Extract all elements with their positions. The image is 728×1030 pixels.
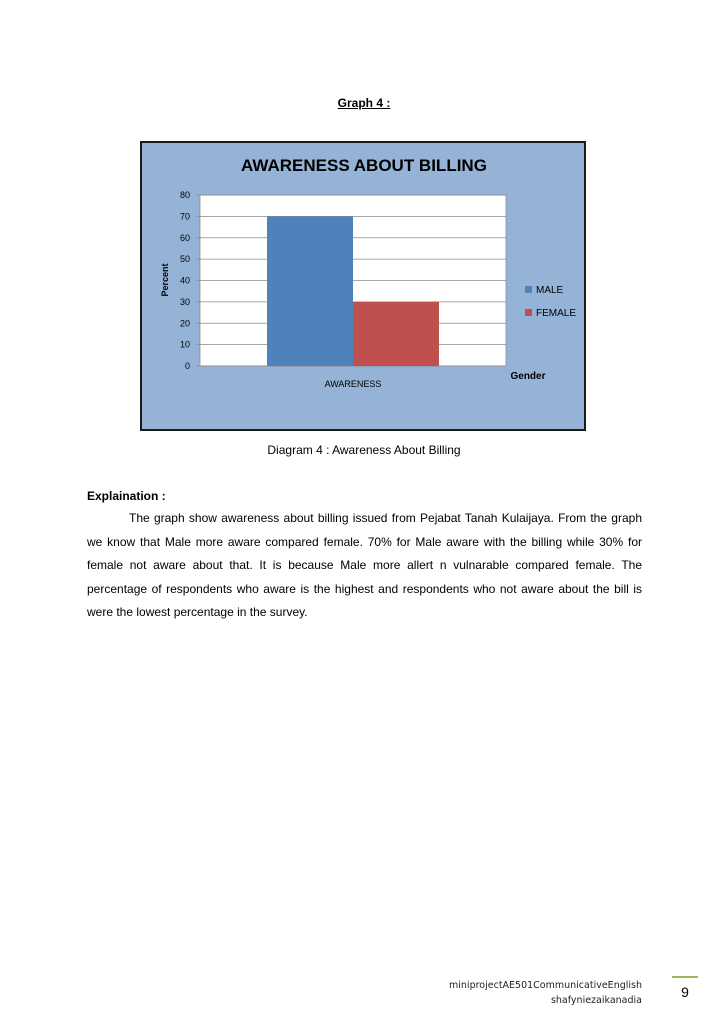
x-category-label: AWARENESS [324,379,382,389]
page-number: 9 [672,976,698,1000]
chart-svg [142,143,584,429]
y-axis-label: Percent [160,263,170,297]
bar-female [353,302,439,366]
y-tick-label: 40 [179,275,190,286]
explanation-paragraph: The graph show awareness about billing issued from Pejabat Tanah Kulaijaya. From the graph we know that Male more aware compared female. 70% for Male aware with the billing while 30% for female not aware about that. It is because Male more allert n vulnarable compared female. The percentage of respondents who aware is the highest and respondents who not aware about the bill is were the lowest percentage in the survey. [87,511,642,619]
footer-line-1: miniprojectAE501CommunicativeEnglish [449,980,642,991]
explanation-title: Explaination : [87,489,166,503]
y-tick-label: 30 [179,296,190,307]
y-tick-label: 50 [179,254,190,265]
legend-swatch-male [525,286,532,293]
y-tick-label: 70 [179,211,190,222]
graph-heading: Graph 4 : [337,96,391,110]
footer [449,978,642,1008]
legend-label-female: FEMALE [536,308,577,319]
footer-line-2: shafyniezaikanadia [550,995,642,1006]
x-axis-label: Gender [510,371,546,382]
diagram-caption: Diagram 4 : Awareness About Billing [267,443,461,457]
bar-male [267,216,353,366]
y-tick-label: 0 [184,361,190,371]
legend-swatch-female [525,309,532,316]
y-tick-label: 10 [179,339,190,350]
y-tick-label: 80 [179,190,190,200]
chart-title: AWARENESS ABOUT BILLING [241,156,487,175]
y-tick-label: 20 [179,318,190,329]
legend-label-male: MALE [536,285,564,296]
bar-chart [140,141,586,431]
y-tick-label: 60 [179,232,190,243]
